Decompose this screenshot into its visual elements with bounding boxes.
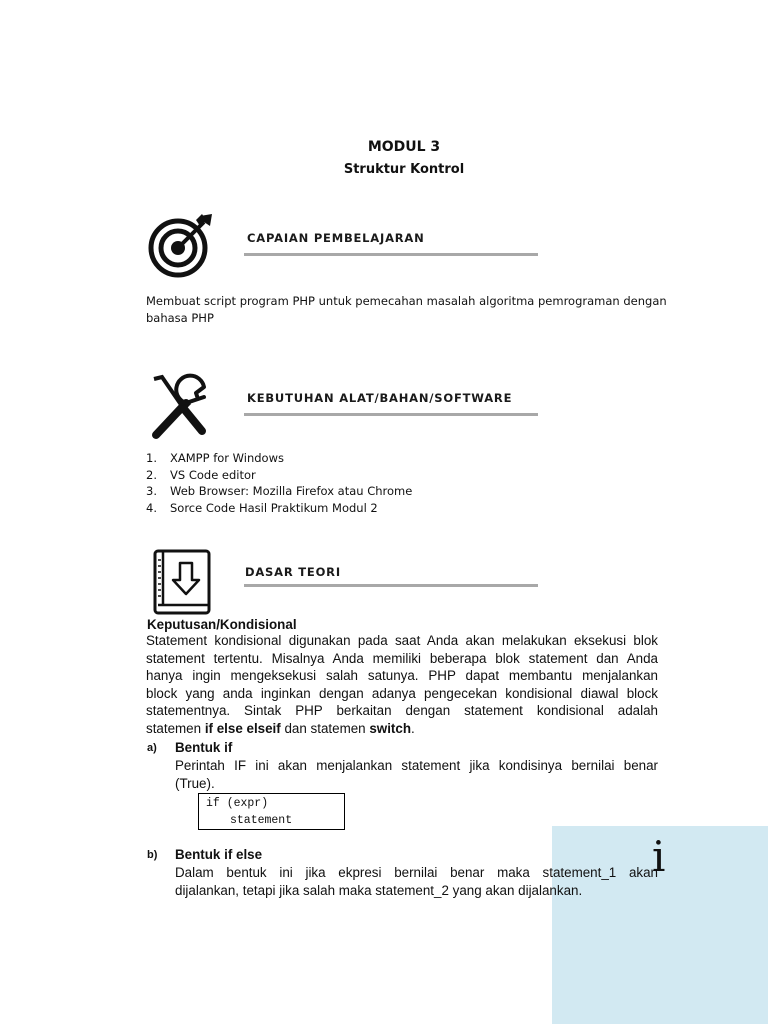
info-icon[interactable]: i <box>652 832 666 881</box>
text-line: statement tertentu. Misalnya Anda memiliki beberapa blok statement dan Anda <box>146 650 658 666</box>
section-heading-dasar: DASAR TEORI <box>245 565 341 579</box>
section-rule <box>244 253 538 256</box>
text-line: Perintah IF ini akan menjalankan statement jika kondisinya bernilai benar <box>175 758 658 773</box>
text-line: block yang anda inginkan dengan adanya pengecekan kondisional diawal block <box>146 685 658 701</box>
text-line: Statement kondisional digunakan pada saat Anda akan melakukan eksekusi blok <box>146 633 658 648</box>
item-label: a) <box>147 742 157 754</box>
module-title: MODUL 3 <box>367 139 441 155</box>
text-line: dijalankan, tetapi jika salah maka statement_2 yang akan dijalankan. <box>175 882 583 898</box>
target-icon <box>146 210 216 280</box>
code-line: statement <box>230 814 293 827</box>
item-text <box>175 864 658 899</box>
tools-list <box>146 450 546 516</box>
text-line: hanya ingin mengeksekusi salah satunya. PHP dapat membantu menjalankan <box>146 668 658 683</box>
section-rule <box>244 413 538 416</box>
text-line: bahasa PHP <box>146 310 214 325</box>
text-line: Membuat script program PHP untuk pemecahan masalah algoritma pemrograman dengan <box>146 294 667 308</box>
item-label: b) <box>147 849 158 861</box>
list-item: 2. VS Code editor <box>146 467 256 482</box>
code-line: if (expr) <box>206 797 269 810</box>
list-item: 4. Sorce Code Hasil Praktikum Modul 2 <box>146 500 378 515</box>
section-rule <box>244 584 538 587</box>
code-box <box>198 793 345 830</box>
list-item: 3. Web Browser: Mozilla Firefox atau Chrome <box>146 484 413 498</box>
item-text <box>175 757 658 792</box>
capaian-text <box>146 293 676 326</box>
book-download-icon <box>152 548 214 616</box>
text-line: (True). <box>175 775 215 791</box>
text-line: Dalam bentuk ini jika ekpresi bernilai benar maka statement_1 akan <box>175 865 658 880</box>
list-item: 1. XAMPP for Windows <box>146 451 284 465</box>
section-heading-kebutuhan: KEBUTUHAN ALAT/BAHAN/SOFTWARE <box>247 391 513 405</box>
item-title: Bentuk if <box>175 740 233 755</box>
text-line: statementnya. Sintak PHP berkaitan dengan statement kondisional adalah <box>146 703 658 718</box>
item-title: Bentuk if else <box>175 847 263 862</box>
section-heading-capaian: CAPAIAN PEMBELAJARAN <box>247 231 425 245</box>
theory-paragraph <box>146 632 658 737</box>
module-subtitle: Struktur Kontrol <box>343 162 465 177</box>
tools-icon <box>146 373 216 443</box>
theory-topic: Keputusan/Kondisional <box>147 617 297 632</box>
text-line: statemen if else elseif dan statemen switch. <box>146 720 415 736</box>
